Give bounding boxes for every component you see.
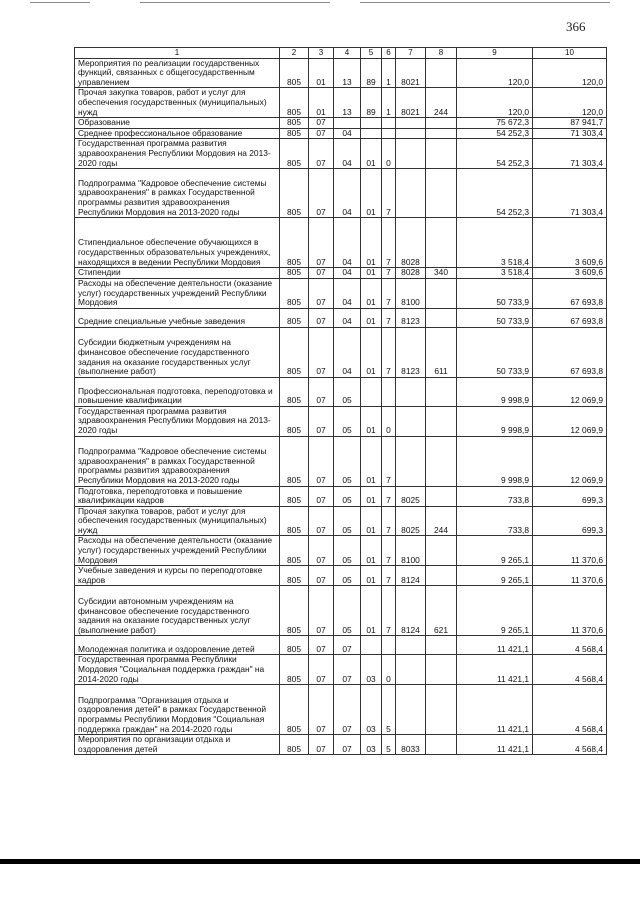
row-code-pr: 05 [334,436,361,486]
row-code-pr: 07 [334,685,361,735]
row-code-target: 8124 [396,566,426,586]
row-amount-2015: 4 568,4 [533,735,607,755]
row-code-pr: 07 [334,636,361,655]
row-code-vr [426,278,457,308]
row-code-subprogram: 0 [382,139,396,169]
row-code-rz: 07 [309,536,334,566]
row-code-program: 89 [361,58,382,88]
row-code-ved: 805 [280,308,309,327]
row-code-pr: 04 [334,218,361,268]
row-code-program: 01 [361,268,382,279]
row-amount-2014: 9 265,1 [457,566,533,586]
row-amount-2014: 3 518,4 [457,218,533,268]
row-amount-2014: 11 421,1 [457,655,533,685]
row-code-program: 03 [361,655,382,685]
row-code-target: 8025 [396,506,426,536]
row-code-rz: 07 [309,377,334,406]
row-code-pr: 04 [334,268,361,279]
row-code-program: 01 [361,536,382,566]
row-description: Прочая закупка товаров, работ и услуг для обеспечения государственных (муниципальных) нужд [75,88,280,118]
row-description: Субсидии бюджетным учреждениям на финансовое обеспечение государственного задания на оказание государственных услуг (выполнение работ) [75,327,280,377]
row-code-vr [426,636,457,655]
scan-edge-line [30,2,610,4]
row-code-pr: 05 [334,486,361,506]
row-code-rz: 07 [309,406,334,436]
row-code-program: 01 [361,486,382,506]
row-description: Стипендии [75,268,280,279]
page-number: 366 [566,19,586,34]
row-amount-2015: 120,0 [533,58,607,88]
row-code-rz: 07 [309,655,334,685]
row-code-target: 8033 [396,735,426,755]
row-code-vr [426,218,457,268]
row-amount-2014: 3 518,4 [457,268,533,279]
row-code-pr: 04 [334,128,361,139]
row-code-program: 01 [361,406,382,436]
row-code-target: 8025 [396,486,426,506]
row-code-subprogram: 7 [382,486,396,506]
table-row [75,486,607,506]
row-code-subprogram: 7 [382,327,396,377]
row-code-target [396,118,426,129]
row-description: Учебные заведения и курсы по переподготовке кадров [75,566,280,586]
row-code-ved: 805 [280,218,309,268]
row-code-rz: 07 [309,685,334,735]
row-code-subprogram: 7 [382,566,396,586]
row-amount-2014: 9 265,1 [457,536,533,566]
column-header: 3 [309,48,334,59]
row-amount-2014: 54 252,3 [457,169,533,218]
row-code-program: 89 [361,88,382,118]
row-amount-2014: 733,8 [457,486,533,506]
row-code-target [396,406,426,436]
row-description: Мероприятия по реализации государственных функций, связанных с общегосударственным управлением [75,58,280,88]
table-row [75,327,607,377]
row-code-program [361,377,382,406]
row-description: Подпрограмма "Кадровое обеспечение системы здравоохранения" в рамках Государственной программы развития здравоохранения Республики Мордовия на 2013-2020 годы [75,169,280,218]
table-row [75,308,607,327]
row-code-subprogram: 7 [382,278,396,308]
row-description: Расходы на обеспечение деятельности (оказание услуг) государственных учреждений Республики Мордовия [75,278,280,308]
row-code-subprogram: 7 [382,268,396,279]
row-amount-2015: 71 303,4 [533,139,607,169]
row-code-program: 01 [361,139,382,169]
row-description: Стипендиальное обеспечение обучающихся в государственных образовательных учреждениях, находящихся в ведении Республики Мордовия [75,218,280,268]
row-code-vr [426,377,457,406]
column-header: 8 [426,48,457,59]
row-description: Среднее профессиональное образование [75,128,280,139]
row-code-program [361,636,382,655]
row-code-ved: 805 [280,685,309,735]
row-code-vr [426,169,457,218]
row-code-ved: 805 [280,327,309,377]
row-amount-2015: 67 693,8 [533,327,607,377]
row-code-pr: 04 [334,139,361,169]
row-code-program [361,118,382,129]
budget-table [74,47,607,755]
row-code-ved: 805 [280,128,309,139]
row-amount-2015: 87 941,7 [533,118,607,129]
row-code-rz: 07 [309,436,334,486]
row-code-ved: 805 [280,118,309,129]
column-header: 7 [396,48,426,59]
row-code-program: 01 [361,586,382,636]
table-row [75,128,607,139]
row-code-ved: 805 [280,88,309,118]
row-code-subprogram: 1 [382,88,396,118]
row-code-ved: 805 [280,566,309,586]
row-code-rz: 07 [309,169,334,218]
row-code-pr: 04 [334,278,361,308]
table-row [75,506,607,536]
row-code-ved: 805 [280,169,309,218]
row-code-ved: 805 [280,655,309,685]
row-description: Субсидии автономным учреждениям на финансовое обеспечение государственного задания на оказание государственных услуг (выполнение работ) [75,586,280,636]
row-code-program [361,128,382,139]
table-header-row [75,48,607,59]
row-code-rz: 07 [309,268,334,279]
row-code-target [396,377,426,406]
row-code-vr: 340 [426,268,457,279]
table-row [75,685,607,735]
row-amount-2015: 12 069,9 [533,436,607,486]
row-description: Подготовка, переподготовка и повышение квалификации кадров [75,486,280,506]
row-code-vr [426,655,457,685]
row-code-target: 8028 [396,218,426,268]
row-code-rz: 07 [309,308,334,327]
row-code-target [396,655,426,685]
table-row [75,268,607,279]
row-code-target: 8021 [396,88,426,118]
row-code-ved: 805 [280,506,309,536]
table-row [75,169,607,218]
row-amount-2015: 4 568,4 [533,685,607,735]
row-code-target: 8100 [396,278,426,308]
row-description: Образование [75,118,280,129]
row-code-ved: 805 [280,278,309,308]
row-amount-2015: 4 568,4 [533,655,607,685]
row-code-vr [426,139,457,169]
row-code-subprogram: 7 [382,586,396,636]
row-amount-2014: 9 998,9 [457,377,533,406]
row-code-rz: 07 [309,586,334,636]
table-row [75,58,607,88]
row-code-vr: 621 [426,586,457,636]
row-code-vr [426,566,457,586]
row-code-subprogram: 7 [382,436,396,486]
row-amount-2014: 9 998,9 [457,436,533,486]
row-code-pr: 07 [334,735,361,755]
row-code-pr: 05 [334,406,361,436]
row-amount-2014: 120,0 [457,58,533,88]
row-code-subprogram: 7 [382,536,396,566]
column-header: 2 [280,48,309,59]
column-header: 1 [75,48,280,59]
row-code-program: 01 [361,327,382,377]
row-code-subprogram: 7 [382,308,396,327]
row-code-ved: 805 [280,536,309,566]
row-code-rz: 01 [309,88,334,118]
row-code-pr: 05 [334,566,361,586]
row-description: Средние специальные учебные заведения [75,308,280,327]
row-amount-2014: 50 733,9 [457,308,533,327]
column-header: 5 [361,48,382,59]
row-code-rz: 07 [309,139,334,169]
row-code-target: 8021 [396,58,426,88]
row-code-pr: 05 [334,377,361,406]
row-description: Расходы на обеспечение деятельности (оказание услуг) государственных учреждений Республики Мордовия [75,536,280,566]
table-row [75,436,607,486]
table-row [75,377,607,406]
row-code-rz: 07 [309,506,334,536]
row-code-pr: 05 [334,506,361,536]
row-code-rz: 01 [309,58,334,88]
table-row [75,655,607,685]
row-amount-2015: 71 303,4 [533,169,607,218]
row-code-ved: 805 [280,436,309,486]
row-code-target [396,128,426,139]
column-header: 6 [382,48,396,59]
column-header: 4 [334,48,361,59]
row-code-vr: 244 [426,88,457,118]
row-code-pr: 04 [334,169,361,218]
row-amount-2015: 12 069,9 [533,377,607,406]
row-code-ved: 805 [280,586,309,636]
row-amount-2014: 50 733,9 [457,327,533,377]
row-code-program: 01 [361,436,382,486]
row-amount-2015: 12 069,9 [533,406,607,436]
row-code-ved: 805 [280,486,309,506]
row-amount-2014: 9 265,1 [457,586,533,636]
row-code-rz: 07 [309,218,334,268]
row-code-rz: 07 [309,327,334,377]
row-code-ved: 805 [280,268,309,279]
table-row [75,88,607,118]
row-code-program: 01 [361,169,382,218]
row-amount-2014: 11 421,1 [457,636,533,655]
row-code-vr [426,58,457,88]
row-code-program: 01 [361,278,382,308]
row-code-rz: 07 [309,118,334,129]
row-code-vr [426,308,457,327]
row-amount-2015: 11 370,6 [533,536,607,566]
row-amount-2015: 120,0 [533,88,607,118]
row-code-pr: 04 [334,308,361,327]
row-amount-2015: 67 693,8 [533,308,607,327]
table-row [75,586,607,636]
row-code-ved: 805 [280,58,309,88]
row-code-rz: 07 [309,278,334,308]
row-code-rz: 07 [309,636,334,655]
row-description: Мероприятия по организации отдыха и оздоровления детей [75,735,280,755]
row-amount-2015: 71 303,4 [533,128,607,139]
row-amount-2014: 54 252,3 [457,128,533,139]
row-code-subprogram [382,636,396,655]
row-code-subprogram: 7 [382,506,396,536]
row-amount-2015: 11 370,6 [533,566,607,586]
row-description: Молодежная политика и оздоровление детей [75,636,280,655]
row-code-subprogram: 5 [382,735,396,755]
row-code-program: 01 [361,218,382,268]
row-code-subprogram: 1 [382,58,396,88]
column-header: 10 [533,48,607,59]
row-code-subprogram [382,128,396,139]
row-amount-2014: 11 421,1 [457,735,533,755]
row-code-rz: 07 [309,128,334,139]
row-code-program: 01 [361,308,382,327]
row-amount-2014: 11 421,1 [457,685,533,735]
row-code-target: 8124 [396,586,426,636]
table-row [75,278,607,308]
table-row [75,735,607,755]
row-amount-2015: 67 693,8 [533,278,607,308]
row-code-program: 03 [361,735,382,755]
row-code-target: 8028 [396,268,426,279]
table-row [75,118,607,129]
row-code-ved: 805 [280,377,309,406]
row-amount-2015: 699,3 [533,486,607,506]
row-code-subprogram: 0 [382,655,396,685]
row-description: Прочая закупка товаров, работ и услуг для обеспечения государственных (муниципальных) нужд [75,506,280,536]
row-code-vr: 611 [426,327,457,377]
row-code-pr: 05 [334,586,361,636]
row-code-target [396,636,426,655]
row-description: Государственная программа Республики Мордовия "Социальная поддержка граждан" на 2014-2020 годы [75,655,280,685]
row-code-pr: 13 [334,88,361,118]
row-amount-2015: 4 568,4 [533,636,607,655]
row-amount-2015: 3 609,6 [533,268,607,279]
table-row [75,406,607,436]
row-code-subprogram: 7 [382,169,396,218]
row-code-subprogram: 0 [382,406,396,436]
row-amount-2015: 699,3 [533,506,607,536]
row-code-target [396,139,426,169]
row-code-vr [426,436,457,486]
row-code-vr [426,536,457,566]
row-description: Подпрограмма "Кадровое обеспечение системы здравоохранения" в рамках Государственной программы развития здравоохранения Республики Мордовия на 2013-2020 годы [75,436,280,486]
row-code-ved: 805 [280,735,309,755]
row-code-target [396,169,426,218]
row-code-vr [426,735,457,755]
row-amount-2014: 50 733,9 [457,278,533,308]
row-code-target: 8123 [396,308,426,327]
row-code-rz: 07 [309,486,334,506]
table-row [75,139,607,169]
row-code-vr [426,486,457,506]
table-row [75,636,607,655]
row-amount-2014: 54 252,3 [457,139,533,169]
row-code-pr: 07 [334,655,361,685]
row-amount-2015: 11 370,6 [533,586,607,636]
row-code-target: 8123 [396,327,426,377]
column-header: 9 [457,48,533,59]
row-description: Профессиональная подготовка, переподготовка и повышение квалификации [75,377,280,406]
row-code-vr: 244 [426,506,457,536]
row-code-pr: 13 [334,58,361,88]
row-code-target [396,685,426,735]
row-code-rz: 07 [309,566,334,586]
row-amount-2014: 120,0 [457,88,533,118]
row-code-ved: 805 [280,139,309,169]
row-code-program: 03 [361,685,382,735]
row-code-pr: 05 [334,536,361,566]
row-code-pr: 04 [334,327,361,377]
row-amount-2014: 733,8 [457,506,533,536]
row-code-pr [334,118,361,129]
row-code-program: 01 [361,506,382,536]
row-code-vr [426,406,457,436]
row-description: Государственная программа развития здравоохранения Республики Мордовия на 2013-2020 годы [75,139,280,169]
row-code-subprogram: 5 [382,685,396,735]
row-code-vr [426,118,457,129]
row-code-subprogram [382,118,396,129]
row-description: Государственная программа развития здравоохранения Республики Мордовия на 2013-2020 годы [75,406,280,436]
row-amount-2014: 75 672,3 [457,118,533,129]
row-amount-2015: 3 609,6 [533,218,607,268]
row-description: Подпрограмма "Организация отдыха и оздоровления детей" в рамках Государственной программы Республики Мордовия "Социальная поддержка граждан" на 2014-2020 годы [75,685,280,735]
row-amount-2014: 9 998,9 [457,406,533,436]
row-code-subprogram: 7 [382,218,396,268]
row-code-target [396,436,426,486]
row-code-ved: 805 [280,406,309,436]
row-code-program: 01 [361,566,382,586]
row-code-target: 8100 [396,536,426,566]
scan-bottom-bar [0,859,640,864]
table-row [75,218,607,268]
row-code-vr [426,685,457,735]
row-code-ved: 805 [280,636,309,655]
row-code-rz: 07 [309,735,334,755]
row-code-subprogram [382,377,396,406]
table-row [75,536,607,566]
table-row [75,566,607,586]
row-code-vr [426,128,457,139]
